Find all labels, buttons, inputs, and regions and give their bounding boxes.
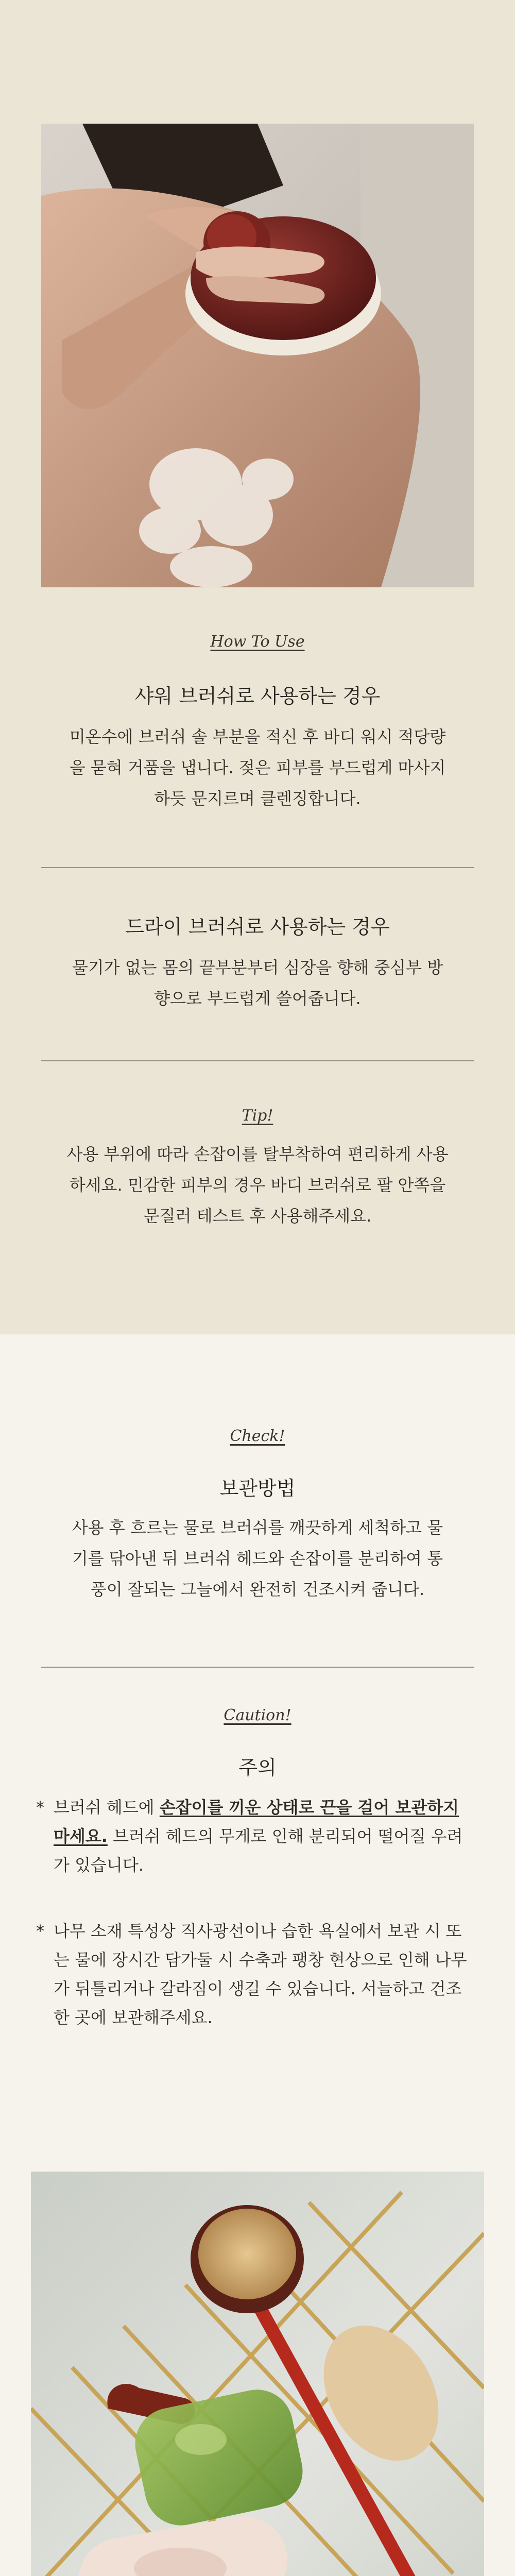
caution-eyebrow: Caution! [224, 1706, 291, 1724]
bath-caddy-photo [31, 2172, 484, 2576]
tip-eyebrow: Tip! [242, 1107, 273, 1125]
divider [41, 1667, 474, 1668]
dry-brush-title: 드라이 브러쉬로 사용하는 경우 [125, 916, 390, 938]
divider [41, 867, 474, 868]
caution-note-2: * 나무 소재 특성상 직사광선이나 습한 욕실에서 보관 시 또는 물에 장시간 담가둘 시 수축과 팽창 현상으로 인해 나무가 뒤틀리거나 갈라짐이 생길 수 있습니다. 서늘하고 건조한 곳에 보관해주세요. [36, 1917, 469, 2032]
care-section [0, 1334, 515, 2576]
caution-emphasis: 손잡이를 끼운 상태로 끈을 걸어 보관하지 마세요. [54, 1798, 459, 1846]
check-eyebrow: Check! [230, 1427, 285, 1445]
storage-description: 사용 후 흐르는 물로 브러쉬를 깨끗하게 세척하고 물 기를 닦아낸 뒤 브러쉬 헤드와 손잡이를 분리하여 통 풍이 잘되는 그늘에서 완전히 건조시켜 줍니다. [72, 1518, 443, 1599]
dry-brush-description: 물기가 없는 몸의 끝부분부터 심장을 향해 중심부 방 향으로 부드럽게 쓸어줍니다. [72, 958, 443, 1008]
asterisk-mark: * [36, 1798, 44, 1817]
divider [41, 1060, 474, 1061]
tip-description: 사용 부위에 따라 손잡이를 탈부착하여 편리하게 사용 하세요. 민감한 피부의 경우 바디 브러쉬로 팔 안쪽을 문질러 테스트 후 사용해주세요. [66, 1144, 449, 1226]
how-to-use-eyebrow: How To Use [210, 633, 305, 651]
asterisk-mark: * [36, 1921, 44, 1941]
shower-brush-title: 샤워 브러쉬로 사용하는 경우 [134, 685, 381, 707]
caution-title: 주의 [238, 1756, 277, 1779]
storage-title: 보관방법 [219, 1477, 296, 1500]
shower-brush-photo [41, 124, 474, 587]
caution-note-1: * 브러쉬 헤드에 손잡이를 끼운 상태로 끈을 걸어 보관하지 마세요. 브러쉬 헤드의 무게로 인해 분리되어 떨어질 우려가 있습니다. [36, 1793, 469, 1879]
shower-brush-description: 미온수에 브러쉬 솔 부분을 적신 후 바디 워시 적당량 을 묻혀 거품을 냅니다. 젖은 피부를 부드럽게 마사지 하듯 문지르며 클렌징합니다. [69, 727, 446, 808]
